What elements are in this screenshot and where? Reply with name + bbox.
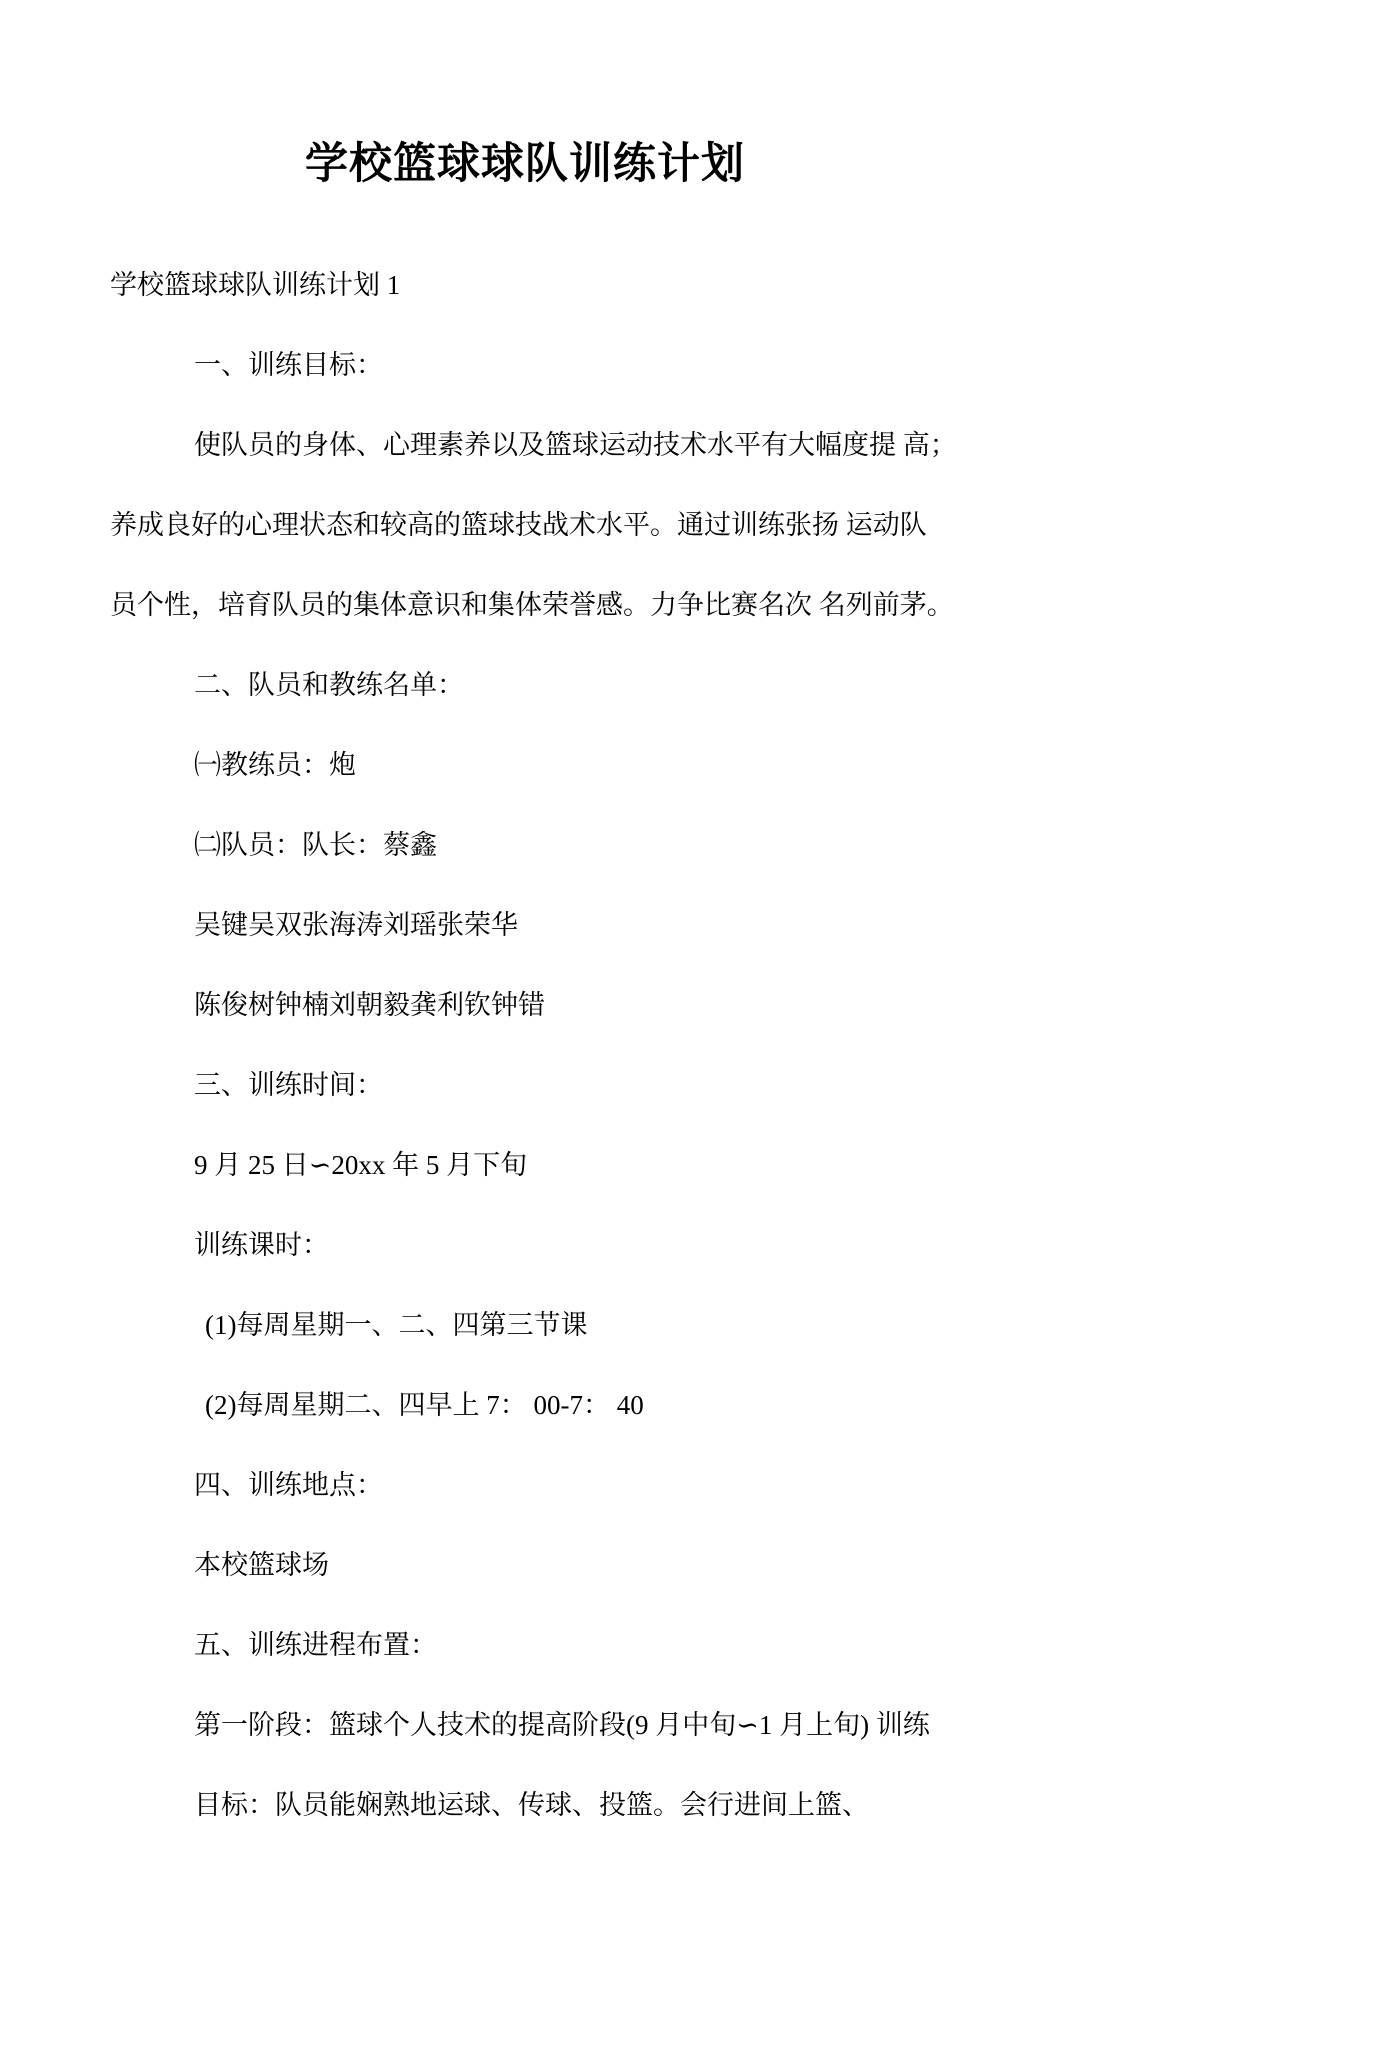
- doc-line: 吴键吴双张海涛刘瑶张荣华: [194, 910, 518, 940]
- doc-line-section-3: 三、训练时间：: [194, 1070, 383, 1100]
- doc-line: (2)每周星期二、四早上 7： 00-7： 40: [205, 1390, 644, 1420]
- document-body: [110, 245, 957, 1845]
- doc-line: 使队员的身体、心理素养以及篮球运动技术水平有大幅度提 高；: [194, 430, 957, 460]
- doc-line-section-2: 二、队员和教练名单：: [194, 670, 464, 700]
- doc-line: 陈俊树钟楠刘朝毅龚利钦钟错: [194, 990, 545, 1020]
- doc-line: 第一阶段：篮球个人技术的提高阶段(9 月中旬∽1 月上旬) 训练: [194, 1710, 930, 1740]
- document-content: [110, 0, 957, 1845]
- doc-line: 目标：队员能娴熟地运球、传球、投篮。会行进间上篮、: [194, 1790, 869, 1820]
- doc-line-section-1: 一、训练目标：: [194, 350, 383, 380]
- doc-line: ㈡队员：队长：蔡鑫: [194, 830, 437, 860]
- doc-line: 训练课时：: [194, 1230, 329, 1260]
- doc-line: 员个性，培育队员的集体意识和集体荣誉感。力争比赛名次 名列前茅。: [110, 590, 954, 620]
- doc-line: 9 月 25 日∽20xx 年 5 月下旬: [194, 1150, 528, 1180]
- doc-line: 本校篮球场: [194, 1550, 329, 1580]
- doc-line: 养成良好的心理状态和较高的篮球技战术水平。通过训练张扬 运动队: [110, 510, 927, 540]
- doc-line: (1)每周星期一、二、四第三节课: [205, 1310, 588, 1340]
- doc-line: ㈠教练员：炮: [194, 750, 356, 780]
- document-title: 学校篮球球队训练计划: [305, 141, 745, 188]
- doc-line: 学校篮球球队训练计划 1: [110, 270, 401, 300]
- doc-line-section-4: 四、训练地点：: [194, 1470, 383, 1500]
- doc-line-section-5: 五、训练进程布置：: [194, 1630, 437, 1660]
